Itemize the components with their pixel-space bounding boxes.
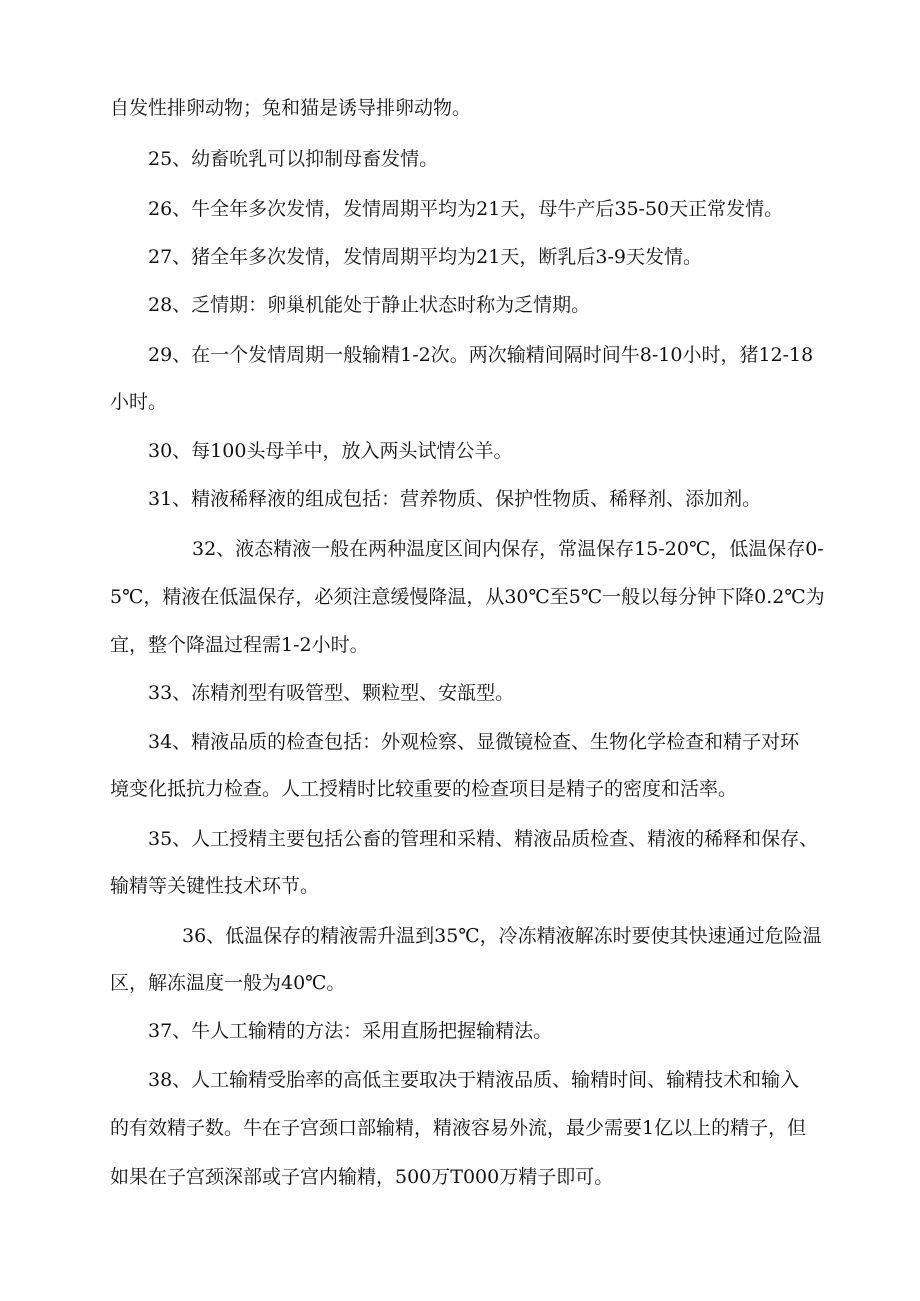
text-line: 29、在一个发情周期一般输精1-2次。两次输精间隔时间牛8-10小时，猪12-18 [148,344,814,366]
text-line: 25、幼畜吮乳可以抑制母畜发情。 [148,148,439,170]
text-line: 自发性排卵动物；兔和猫是诱导排卵动物。 [110,97,472,119]
text-line: 输精等关键性技术环节。 [110,875,320,897]
text-line: 35、人工授精主要包括公畜的管理和采精、精液品质检查、精液的稀释和保存、 [148,828,819,850]
text-line: 27、猪全年多次发情，发情周期平均为21天，断乳后3-9天发情。 [148,246,702,268]
text-line: 33、冻精剂型有吸管型、颗粒型、安瓿型。 [148,682,515,704]
text-line: 5℃，精液在低温保存，必须注意缓慢降温，从30℃至5℃一般以每分钟下降0.2℃为 [110,586,825,608]
text-line: 宜，整个降温过程需1-2小时。 [110,634,369,656]
text-line: 32、液态精液一般在两种温度区间内保存，常温保存15-20℃，低温保存0- [192,538,824,560]
text-line: 的有效精子数。牛在子宫颈口部输精，精液容易外流，最少需要1亿以上的精子，但 [110,1117,807,1139]
text-line: 小时。 [110,391,168,413]
text-line: 30、每100头母羊中，放入两头试情公羊。 [148,440,513,462]
text-line: 31、精液稀释液的组成包括：营养物质、保护性物质、稀释剂、添加剂。 [148,488,762,510]
text-line: 38、人工输精受胎率的高低主要取决于精液品质、输精时间、输精技术和输入 [148,1069,800,1091]
text-line: 28、乏情期：卵巢机能处于静止状态时称为乏情期。 [148,294,591,316]
text-line: 区，解冻温度一般为40℃。 [110,972,346,994]
text-line: 如果在子宫颈深部或子宫内输精，500万T000万精子即可。 [110,1166,614,1188]
text-line: 34、精液品质的检查包括：外观检察、显微镜检查、生物化学检查和精子对环 [148,731,800,753]
text-line: 境变化抵抗力检查。人工授精时比较重要的检查项目是精子的密度和活率。 [110,778,738,800]
text-line: 26、牛全年多次发情，发情周期平均为21天，母牛产后35-50天正常发情。 [148,198,784,220]
text-line: 36、低温保存的精液需升温到35℃，冷冻精液解冻时要使其快速通过危险温 [182,925,822,947]
text-line: 37、牛人工输精的方法：采用直肠把握输精法。 [148,1020,553,1042]
